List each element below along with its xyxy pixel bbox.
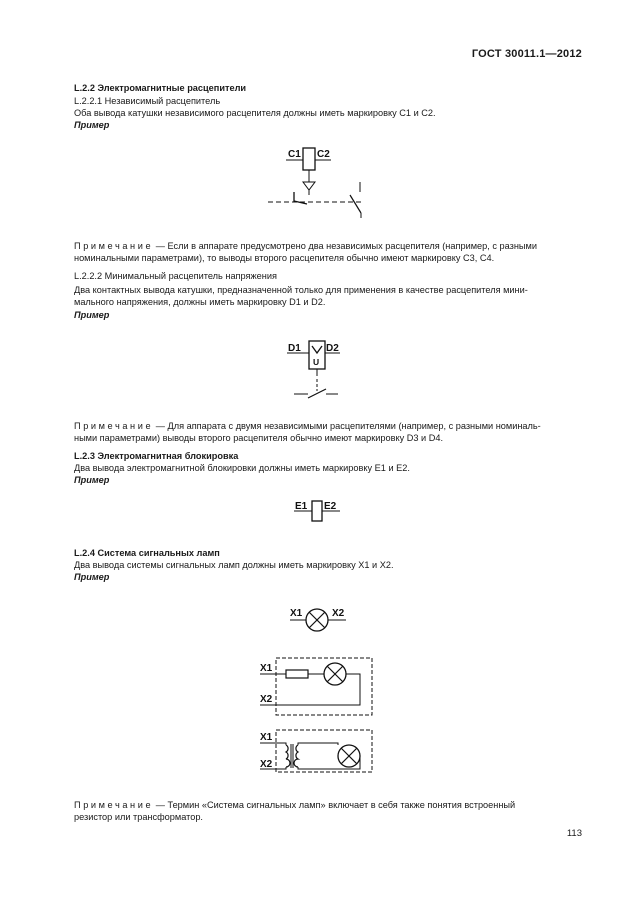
terminal-label-c2: C2 <box>317 149 330 160</box>
note-paragraph-3-cont: резистор или трансформатор. <box>74 812 203 822</box>
paragraph-l221: Оба вывода катушки независимого расцепителя должны иметь маркировку С1 и С2. <box>74 108 436 118</box>
terminal-label-d2: D2 <box>326 343 339 354</box>
terminal-label-d1: D1 <box>288 343 301 354</box>
section-title-l23: L.2.3 Электромагнитная блокировка <box>74 451 239 461</box>
page-number: 113 <box>566 828 582 839</box>
terminal-label-c1: C1 <box>288 149 301 160</box>
paragraph-l222-line1: Два контактных вывода катушки, предназначенной только для применения в качестве расцепителя мини- <box>74 285 528 295</box>
signal-lamp-resistor-diagram <box>258 654 378 718</box>
shunt-release-diagram <box>260 140 380 225</box>
example-label-3: Пример <box>74 475 110 485</box>
coil-symbol <box>312 501 322 521</box>
note-paragraph-2-cont: ными параметрами) выводы второго расцепителя обычно имеют маркировку D3 и D4. <box>74 433 444 443</box>
paragraph-l24: Два вывода системы сигнальных ламп должны иметь маркировку Х1 и Х2. <box>74 560 394 570</box>
undervoltage-release-diagram <box>282 336 352 408</box>
signal-lamp-diagram <box>288 604 358 636</box>
note-label: Примечание <box>74 421 154 431</box>
enclosure-frame <box>276 658 372 715</box>
note-label: Примечание <box>74 800 154 810</box>
terminal-label-e2: E2 <box>324 501 337 512</box>
paragraph-l222-line2: мального напряжения, должны иметь маркировку D1 и D2. <box>74 297 326 307</box>
terminal-label-x1: X1 <box>260 732 273 743</box>
electromagnetic-interlock-diagram <box>290 496 350 526</box>
terminal-label-x2: X2 <box>332 608 345 619</box>
terminal-label-x1: X1 <box>260 663 273 674</box>
example-label-4: Пример <box>74 572 110 582</box>
transformer-primary <box>286 745 290 767</box>
transformer-secondary <box>294 745 298 767</box>
paragraph-l23: Два вывода электромагнитной блокировки должны иметь маркировку Е1 и Е2. <box>74 463 410 473</box>
terminal-label-e1: E1 <box>295 501 308 512</box>
note-paragraph-1-cont: номинальными параметрами), то выводы второго расцепителя обычно имеют маркировку С3, С4. <box>74 253 495 263</box>
note-text: — Если в аппарате предусмотрено два независимых расцепителя (например, с разными <box>153 241 537 251</box>
note-label: Примечание <box>74 241 154 251</box>
subsection-title-l221: L.2.2.1 Независимый расцепитель <box>74 96 221 106</box>
undervoltage-u-label: U <box>313 357 320 367</box>
example-label-2: Пример <box>74 310 110 320</box>
terminal-label-x1: X1 <box>290 608 303 619</box>
terminal-label-x2: X2 <box>260 694 273 705</box>
note-text: — Термин «Система сигнальных ламп» включает в себя также понятия встроенный <box>153 800 516 810</box>
example-label-1: Пример <box>74 120 110 130</box>
coil-symbol <box>303 148 315 170</box>
document-standard-number: ГОСТ 30011.1—2012 <box>471 48 582 60</box>
note-text: — Для аппарата с двумя независимыми расцепителями (например, с разными номиналь- <box>153 421 541 431</box>
note-paragraph-1 <box>74 240 584 253</box>
note-paragraph-3 <box>74 799 584 812</box>
subsection-title-l222: L.2.2.2 Минимальный расцепитель напряжения <box>74 271 277 281</box>
note-paragraph-2 <box>74 420 584 433</box>
section-title-l22: L.2.2 Электромагнитные расцепители <box>74 83 247 93</box>
section-title-l24: L.2.4 Система сигнальных ламп <box>74 548 220 558</box>
signal-lamp-transformer-diagram <box>258 727 378 775</box>
terminal-label-x2: X2 <box>260 759 273 770</box>
resistor-symbol <box>286 670 308 678</box>
